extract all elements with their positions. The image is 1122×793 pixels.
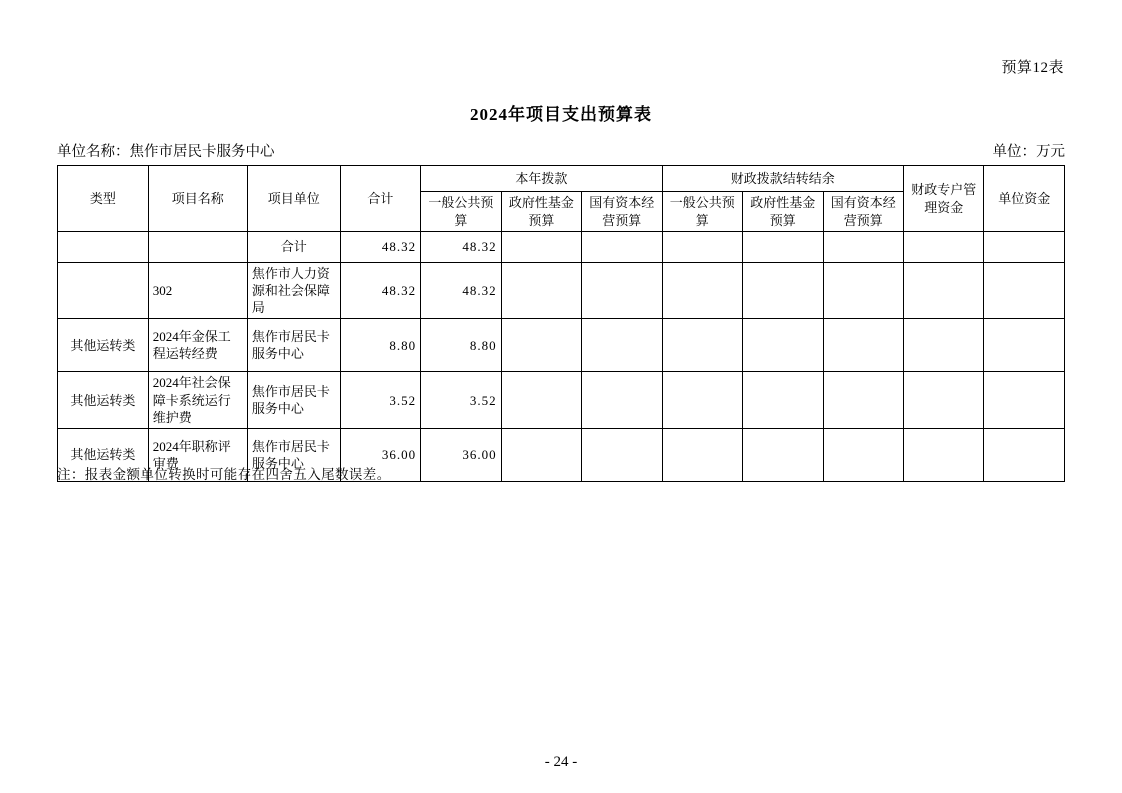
cell-co-state-capital [823, 232, 903, 263]
cell-co-state-capital [823, 428, 903, 481]
table-row [58, 319, 1065, 372]
cell-project-unit: 焦作市人力资源和社会保障局 [247, 263, 340, 319]
col-header-project-unit: 项目单位 [247, 166, 340, 232]
cell-cy-state-capital [582, 232, 663, 263]
cell-cy-state-capital [582, 372, 663, 428]
unit-name-label: 单位名称： [57, 144, 130, 160]
cell-special-account [903, 232, 983, 263]
table-body [58, 232, 1065, 482]
cell-co-gov-fund [743, 319, 823, 372]
budget-table [57, 165, 1065, 482]
cell-co-gov-fund [743, 263, 823, 319]
table-head [58, 166, 1065, 232]
col-header-cy-gov-fund: 政府性基金预算 [501, 192, 581, 232]
cell-unit-funds [984, 428, 1065, 481]
table-row [58, 372, 1065, 428]
cell-cy-general-public: 48.32 [421, 263, 501, 319]
cell-co-state-capital [823, 319, 903, 372]
col-header-co-state-capital: 国有资本经营预算 [823, 192, 903, 232]
cell-project-unit: 合计 [247, 232, 340, 263]
cell-total: 36.00 [340, 428, 420, 481]
cell-co-gov-fund [743, 428, 823, 481]
cell-type: 其他运转类 [58, 428, 149, 481]
cell-total: 48.32 [340, 232, 420, 263]
table-note: 注：报表金额单位转换时可能存在四舍五入尾数误差。 [57, 467, 391, 482]
col-group-carryover: 财政拨款结转结余 [662, 166, 903, 192]
cell-project-name: 2024年职称评审费 [148, 428, 247, 481]
cell-project-unit: 焦作市居民卡服务中心 [247, 319, 340, 372]
col-header-special-account: 财政专户管理资金 [903, 166, 983, 232]
cell-co-general-public [662, 232, 742, 263]
cell-co-general-public [662, 372, 742, 428]
cell-type: 其他运转类 [58, 372, 149, 428]
cell-total: 48.32 [340, 263, 420, 319]
cell-cy-state-capital [582, 319, 663, 372]
cell-project-unit: 焦作市居民卡服务中心 [247, 372, 340, 428]
cell-cy-gov-fund [501, 232, 581, 263]
col-group-current-year: 本年拨款 [421, 166, 662, 192]
cell-cy-general-public: 36.00 [421, 428, 501, 481]
cell-co-state-capital [823, 372, 903, 428]
cell-project-name: 302 [148, 263, 247, 319]
header-row-group [58, 166, 1065, 192]
cell-cy-state-capital [582, 428, 663, 481]
col-header-type: 类型 [58, 166, 149, 232]
cell-type [58, 263, 149, 319]
unit-name [57, 140, 275, 161]
cell-type: 其他运转类 [58, 319, 149, 372]
cell-co-general-public [662, 319, 742, 372]
cell-cy-gov-fund [501, 319, 581, 372]
cell-cy-general-public: 3.52 [421, 372, 501, 428]
cell-unit-funds [984, 319, 1065, 372]
col-header-unit-funds: 单位资金 [984, 166, 1065, 232]
col-header-total: 合计 [340, 166, 420, 232]
cell-type [58, 232, 149, 263]
cell-cy-state-capital [582, 263, 663, 319]
cell-co-gov-fund [743, 372, 823, 428]
page-title: 2024年项目支出预算表 [470, 105, 652, 124]
col-header-project-name: 项目名称 [148, 166, 247, 232]
cell-co-general-public [662, 263, 742, 319]
cell-total: 3.52 [340, 372, 420, 428]
cell-unit-funds [984, 232, 1065, 263]
cell-special-account [903, 263, 983, 319]
cell-project-unit: 焦作市居民卡服务中心 [247, 428, 340, 481]
cell-project-name: 2024年社会保障卡系统运行维护费 [148, 372, 247, 428]
cell-cy-gov-fund [501, 263, 581, 319]
cell-total: 8.80 [340, 319, 420, 372]
table-row [58, 232, 1065, 263]
col-header-cy-state-capital: 国有资本经营预算 [582, 192, 663, 232]
cell-co-state-capital [823, 263, 903, 319]
cell-co-general-public [662, 428, 742, 481]
col-header-co-general-public: 一般公共预算 [662, 192, 742, 232]
meta-row [57, 140, 1065, 161]
cell-special-account [903, 372, 983, 428]
cell-cy-general-public: 48.32 [421, 232, 501, 263]
form-code-label: 预算12表 [1001, 60, 1064, 76]
page-number: - 24 - [544, 754, 578, 770]
col-header-cy-general-public: 一般公共预算 [421, 192, 501, 232]
cell-project-name [148, 232, 247, 263]
cell-unit-funds [984, 263, 1065, 319]
col-header-co-gov-fund: 政府性基金预算 [743, 192, 823, 232]
amount-unit-label: 单位：万元 [992, 144, 1065, 160]
unit-name-value: 焦作市居民卡服务中心 [129, 144, 275, 160]
cell-co-gov-fund [743, 232, 823, 263]
cell-cy-gov-fund [501, 372, 581, 428]
cell-special-account [903, 428, 983, 481]
cell-cy-general-public: 8.80 [421, 319, 501, 372]
table-row [58, 263, 1065, 319]
cell-cy-gov-fund [501, 428, 581, 481]
cell-project-name: 2024年金保工程运转经费 [148, 319, 247, 372]
cell-special-account [903, 319, 983, 372]
cell-unit-funds [984, 372, 1065, 428]
